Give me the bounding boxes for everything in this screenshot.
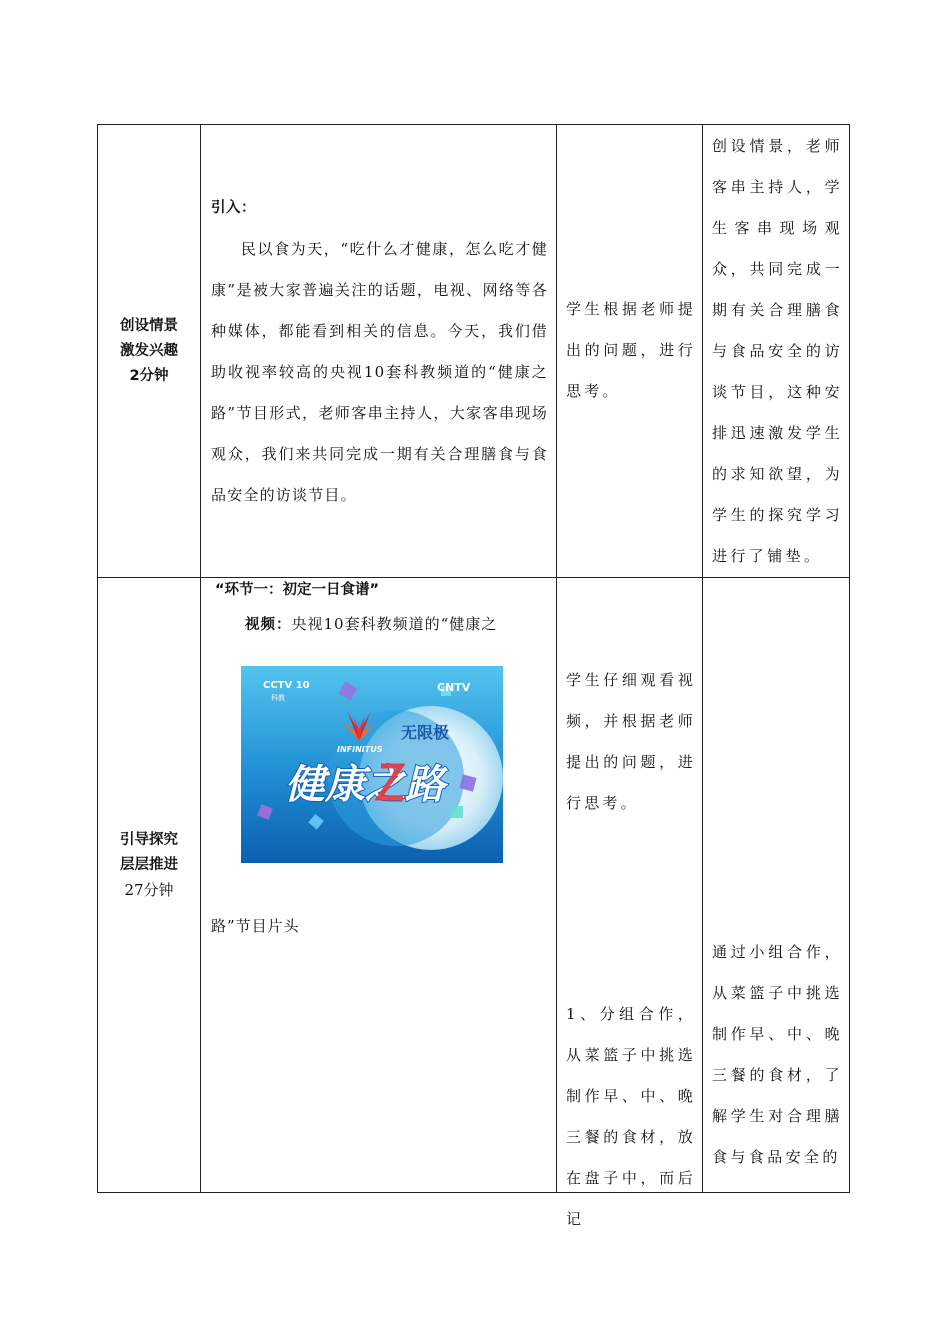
design-intent-text: 通过小组合作，从菜篮子中挑选制作早、中、晚三餐的食材，了解学生对合理膳食与食品安全的 <box>712 943 843 1166</box>
video-thumbnail[interactable] <box>241 666 503 863</box>
intro-text: 民以食为天，“吃什么才健康，怎么吃才健康”是被大家普遍关注的话题，电视、网络等各种媒体，都能看到相关的信息。今天，我们借助收视率较高的央视10套科教频道的“健康之路”节目形式，老师客串主持人，大家客串现场观众，我们来共同完成一期有关合理膳食与食品安全的访谈节目。 <box>211 240 548 504</box>
student-activity-text: 1、分组合作，从菜篮子中挑选制作早、中、晚三餐的食材，放在盘子中，而后记 <box>566 1005 696 1228</box>
program-title: 健康之路 <box>285 762 445 808</box>
table-row <box>98 125 850 578</box>
stage-name: 引导探究 <box>120 831 178 848</box>
stage-name: 层层推进 <box>120 856 178 873</box>
intro-title: 引入： <box>211 200 256 216</box>
section-title: “环节一：初定一日食谱” <box>215 582 380 598</box>
cctv-sub: 科教 <box>271 694 285 702</box>
stage-name: 创设情景 <box>120 317 178 334</box>
stage-name: 激发兴趣 <box>120 342 178 359</box>
video-text-cont: 路”节目片头 <box>211 917 300 935</box>
lesson-plan-table <box>97 124 850 1228</box>
cntv-logo: CNTV <box>437 681 471 694</box>
teacher-activity-cell <box>201 578 557 1193</box>
teacher-activity-cell <box>201 125 557 578</box>
student-activity-cell <box>557 578 703 1228</box>
stage-time: 2分钟 <box>129 367 169 384</box>
stage-time: 27分钟 <box>124 880 174 899</box>
video-text: 央视10套科教频道的“健康之 <box>291 615 498 633</box>
student-activity-cell <box>557 125 703 578</box>
brand-text: INFINITUS <box>337 745 383 754</box>
design-intent-text: 创设情景，老师客串主持人，学生客串现场观众，共同完成一期有关合理膳食与食品安全的访谈节目，这种安排迅速激发学生的求知欲望，为学生的探究学习进行了铺垫。 <box>712 136 843 565</box>
design-intent-cell <box>703 578 850 1193</box>
student-activity-text: 学生仔细观看视频，并根据老师提出的问题，进行思考。 <box>566 671 696 812</box>
cctv-logo: CCTV 10 <box>263 680 310 691</box>
stage-cell <box>98 578 201 1193</box>
video-label: 视频： <box>245 617 292 633</box>
design-intent-cell <box>703 125 850 578</box>
stage-cell <box>98 125 201 578</box>
wuxianji-text: 无限极 <box>401 723 450 742</box>
student-activity-text: 学生根据老师提出的问题，进行思考。 <box>566 299 696 400</box>
table-row <box>98 578 850 1193</box>
